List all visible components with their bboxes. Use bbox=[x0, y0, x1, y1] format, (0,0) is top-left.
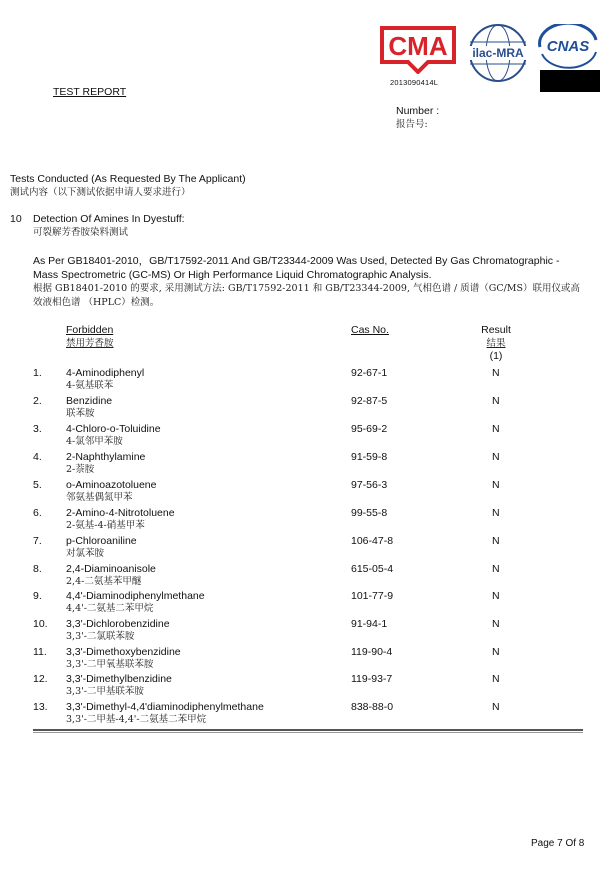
section-description bbox=[33, 255, 581, 309]
row-number: 13. bbox=[33, 701, 48, 713]
row-number: 8. bbox=[33, 563, 42, 575]
report-title: TEST REPORT bbox=[53, 86, 127, 98]
result-value: N bbox=[492, 673, 500, 685]
table-row bbox=[0, 563, 600, 591]
section-title-en: Detection Of Amines In Dyestuff: bbox=[33, 213, 185, 225]
result-value: N bbox=[492, 479, 500, 491]
result-value: N bbox=[492, 590, 500, 602]
amine-name-cn: 3,3'-二氯联苯胺 bbox=[66, 630, 135, 642]
result-value: N bbox=[492, 507, 500, 519]
amine-name bbox=[66, 590, 205, 615]
amine-name bbox=[66, 367, 144, 392]
cas-number: 92-87-5 bbox=[351, 395, 388, 407]
table-row bbox=[0, 367, 600, 395]
amine-name-cn: 联苯胺 bbox=[66, 407, 95, 419]
amine-name-cn: 4,4'-二氨基二苯甲烷 bbox=[66, 602, 154, 614]
amine-name-en: Benzidine bbox=[66, 395, 113, 407]
amine-name-cn: 2-萘胺 bbox=[66, 463, 95, 475]
amine-name bbox=[66, 618, 170, 643]
description-en: As Per GB18401-2010，GB/T17592-2011 And GB/T23344-2009 Was Used, Detected By Gas Chromatographic - Mass Spectrometric (GC-MS) Or High Performance Liquid Chromatographic Analysis. bbox=[33, 255, 560, 281]
result-value: N bbox=[492, 563, 500, 575]
amine-name-en: 2-Amino-4-Nitrotoluene bbox=[66, 507, 175, 519]
amine-name bbox=[66, 563, 156, 588]
amine-name-en: 4-Chloro-o-Toluidine bbox=[66, 423, 161, 435]
cas-number: 838-88-0 bbox=[351, 701, 394, 713]
amine-name-en: 2-Naphthylamine bbox=[66, 451, 146, 463]
cma-logo bbox=[378, 22, 458, 74]
header-result-note: (1) bbox=[489, 350, 503, 362]
amine-name-cn: 3,3'-二甲基联苯胺 bbox=[66, 685, 144, 697]
row-number: 11. bbox=[33, 646, 47, 658]
amine-name bbox=[66, 646, 181, 671]
cas-number: 97-56-3 bbox=[351, 479, 388, 491]
table-row bbox=[0, 479, 600, 507]
cas-number: 99-55-8 bbox=[351, 507, 388, 519]
amine-name-cn: 邻氨基偶氮甲苯 bbox=[66, 491, 133, 503]
page-number: Page 7 Of 8 bbox=[531, 838, 585, 849]
amine-name-cn: 2-氨基-4-硝基甲苯 bbox=[66, 519, 145, 531]
row-number: 10. bbox=[33, 618, 48, 630]
cas-number: 615-05-4 bbox=[351, 563, 394, 575]
cas-number: 91-94-1 bbox=[351, 618, 388, 630]
amine-name-cn: 对氯苯胺 bbox=[66, 547, 105, 559]
amine-name-en: 4,4'-Diaminodiphenylmethane bbox=[66, 590, 205, 602]
tests-conducted-en: Tests Conducted (As Requested By The Applicant) bbox=[10, 173, 246, 185]
result-value: N bbox=[492, 701, 500, 713]
header-result-en: Result bbox=[481, 324, 511, 336]
amine-name-en: 2,4-Diaminoanisole bbox=[66, 563, 156, 575]
redacted-box bbox=[540, 70, 600, 92]
table-row bbox=[0, 673, 600, 701]
header-forbidden bbox=[66, 324, 114, 350]
header-forbidden-en: Forbidden bbox=[66, 324, 114, 336]
result-value: N bbox=[492, 451, 500, 463]
row-number: 9. bbox=[33, 590, 42, 602]
amine-name-cn: 3,3'-二甲基-4,4'-二氨基二苯甲烷 bbox=[66, 713, 207, 725]
cma-certificate-id: 2013090414L bbox=[390, 78, 439, 87]
header-cas-no: Cas No. bbox=[351, 324, 389, 336]
result-value: N bbox=[492, 395, 500, 407]
row-number: 2. bbox=[33, 395, 42, 407]
header-result bbox=[481, 324, 511, 363]
header-cas bbox=[351, 324, 389, 337]
section-heading bbox=[10, 213, 185, 239]
cma-logo-text: CMA bbox=[388, 31, 448, 61]
amine-name-cn: 2,4-二氨基苯甲醚 bbox=[66, 575, 142, 587]
amine-name-en: 3,3'-Dimethylbenzidine bbox=[66, 673, 172, 685]
description-cn: 根据 GB18401-2010 的要求, 采用测试方法: GB/T17592-2011 和 GB/T23344-2009, 气相色谱 / 质谱（GC/MS）联用仪或高效液相色谱 （HPLC）检测。 bbox=[33, 283, 581, 308]
number-label-cn: 报告号: bbox=[396, 119, 428, 130]
table-row bbox=[0, 395, 600, 423]
amine-name bbox=[66, 701, 264, 726]
table-row bbox=[0, 618, 600, 646]
cas-number: 119-93-7 bbox=[351, 673, 393, 685]
number-label-en: Number : bbox=[396, 105, 440, 117]
cnas-logo-text: CNAS bbox=[546, 38, 590, 55]
cas-number: 106-47-8 bbox=[351, 535, 394, 547]
tests-conducted bbox=[10, 173, 246, 199]
ilac-mra-logo bbox=[462, 22, 534, 84]
amine-name bbox=[66, 479, 156, 504]
amine-name bbox=[66, 507, 175, 532]
table-bottom-rule bbox=[33, 729, 583, 731]
cnas-logo bbox=[536, 24, 600, 70]
amine-name-en: o-Aminoazotoluene bbox=[66, 479, 157, 491]
table-bottom-rule-thin bbox=[33, 732, 583, 733]
cas-number: 95-69-2 bbox=[351, 423, 388, 435]
ilac-logo-text: ilac-MRA bbox=[472, 46, 524, 60]
amine-name bbox=[66, 395, 112, 420]
cas-number: 119-90-4 bbox=[351, 646, 393, 658]
result-value: N bbox=[492, 423, 500, 435]
section-title-cn: 可裂解芳香胺染料测试 bbox=[33, 227, 129, 238]
row-number: 7. bbox=[33, 535, 42, 547]
row-number: 1. bbox=[33, 367, 42, 379]
table-row bbox=[0, 423, 600, 451]
table-row bbox=[0, 701, 600, 729]
amine-name-cn: 4-氯邻甲苯胺 bbox=[66, 435, 123, 447]
cas-number: 101-77-9 bbox=[351, 590, 394, 602]
header-result-cn: 结果 bbox=[486, 338, 506, 349]
row-number: 3. bbox=[33, 423, 42, 435]
header-forbidden-cn: 禁用芳香胺 bbox=[66, 338, 114, 349]
amine-name bbox=[66, 535, 137, 560]
amine-name-cn: 3,3'-二甲氧基联苯胺 bbox=[66, 658, 154, 670]
result-value: N bbox=[492, 367, 500, 379]
report-number bbox=[396, 104, 439, 132]
cas-number: 92-67-1 bbox=[351, 367, 388, 379]
row-number: 6. bbox=[33, 507, 42, 519]
result-value: N bbox=[492, 535, 500, 547]
cas-number: 91-59-8 bbox=[351, 451, 388, 463]
table-row bbox=[0, 451, 600, 479]
section-number: 10 bbox=[10, 213, 22, 225]
tests-conducted-cn: 测试内容（以下测试依据申请人要求进行） bbox=[10, 187, 191, 198]
amine-name-cn: 4-氨基联苯 bbox=[66, 379, 114, 391]
row-number: 12. bbox=[33, 673, 48, 685]
amine-name-en: p-Chloroaniline bbox=[66, 535, 137, 547]
table-row bbox=[0, 507, 600, 535]
table-row bbox=[0, 646, 600, 674]
result-value: N bbox=[492, 646, 500, 658]
amine-name-en: 3,3'-Dimethoxybenzidine bbox=[66, 646, 181, 658]
amine-name-en: 4-Aminodiphenyl bbox=[66, 367, 145, 379]
table-row bbox=[0, 590, 600, 618]
result-value: N bbox=[492, 618, 500, 630]
amine-name bbox=[66, 423, 161, 448]
row-number: 4. bbox=[33, 451, 42, 463]
table-row bbox=[0, 535, 600, 563]
amine-name-en: 3,3'-Dimethyl-4,4'diaminodiphenylmethane bbox=[66, 701, 264, 713]
amine-name-en: 3,3'-Dichlorobenzidine bbox=[66, 618, 170, 630]
amine-name bbox=[66, 451, 145, 476]
amine-name bbox=[66, 673, 172, 698]
row-number: 5. bbox=[33, 479, 42, 491]
